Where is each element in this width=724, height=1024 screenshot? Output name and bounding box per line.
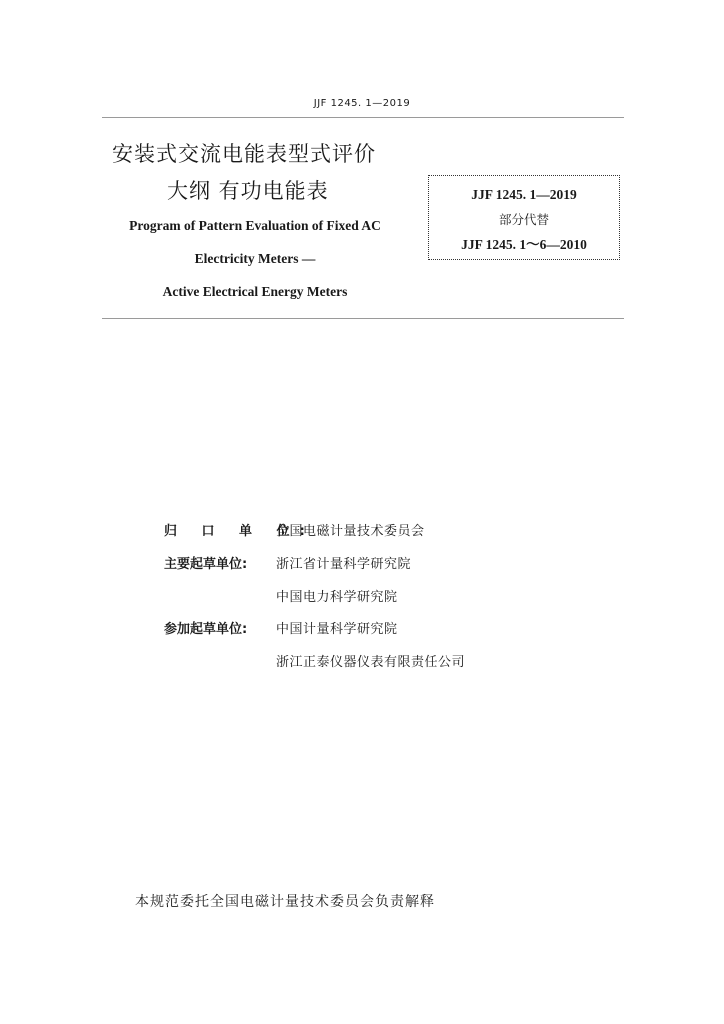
- bottom-rule: [102, 318, 624, 319]
- replacement-box-note: 部分代替: [498, 212, 549, 227]
- title-english-line-1: Program of Pattern Evaluation of Fixed AC: [129, 218, 381, 233]
- participating-unit-label: 参加起草单位:: [164, 622, 248, 637]
- responsible-unit-label: 归 口 单 位:: [164, 524, 315, 539]
- participating-unit-value-1: 中国计量科学研究院: [276, 622, 398, 637]
- document-code-header: JJF 1245. 1—2019: [313, 98, 411, 109]
- main-drafting-unit-label: 主要起草单位:: [164, 557, 248, 572]
- main-drafting-unit-value-2: 中国电力科学研究院: [276, 590, 398, 605]
- participating-unit-value-2: 浙江正泰仪器仪表有限责任公司: [276, 655, 466, 670]
- title-chinese-line-2: 大纲 有功电能表: [167, 179, 329, 203]
- title-english-line-2: Electricity Meters —: [194, 251, 316, 266]
- replacement-box-replaced: JJF 1245. 1～6—2010: [461, 237, 587, 252]
- responsible-unit-value: 全国电磁计量技术委员会: [276, 524, 425, 539]
- interpretation-note: 本规范委托全国电磁计量技术委员会负责解释: [135, 894, 435, 910]
- title-chinese-line-1: 安装式交流电能表型式评价: [112, 142, 376, 166]
- replacement-box-code: JJF 1245. 1—2019: [471, 187, 577, 202]
- top-rule: [102, 117, 624, 118]
- title-english-line-3: Active Electrical Energy Meters: [162, 284, 348, 299]
- main-drafting-unit-value-1: 浙江省计量科学研究院: [276, 557, 412, 572]
